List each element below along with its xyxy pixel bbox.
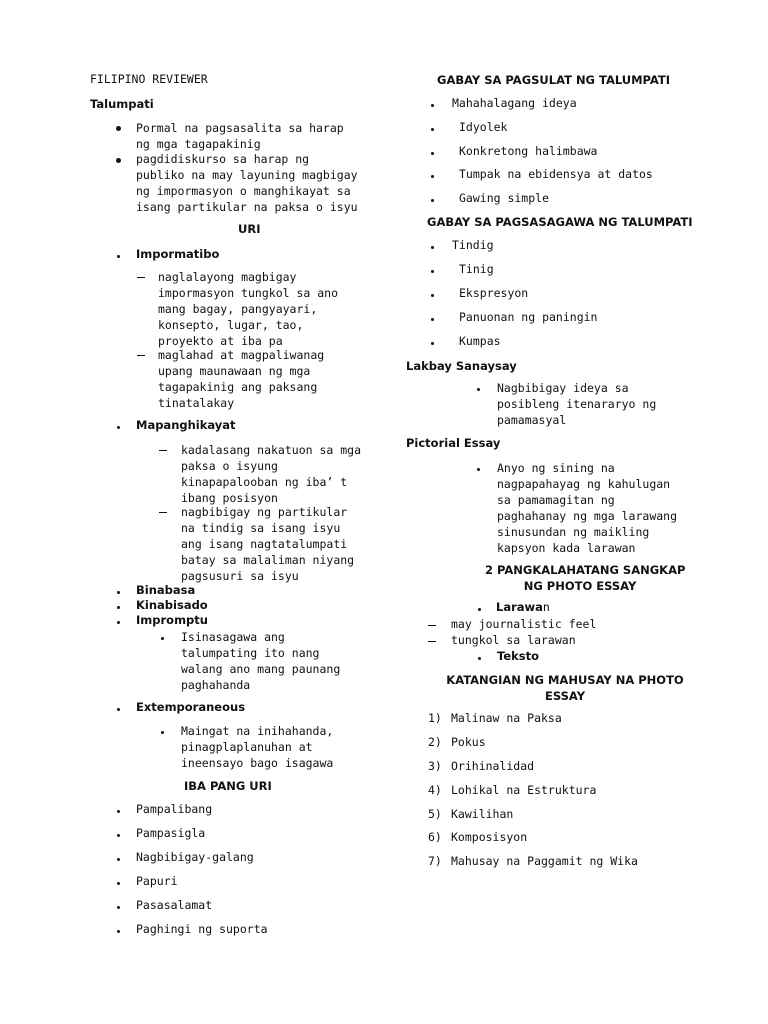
bullet-icon bbox=[117, 708, 120, 711]
bullet-icon bbox=[478, 657, 481, 660]
katangian-num: 3) bbox=[428, 759, 442, 773]
bullet-icon bbox=[431, 246, 434, 249]
bullet-icon bbox=[478, 608, 481, 611]
larawan-point-2: tungkol sa larawan bbox=[451, 633, 576, 647]
dash-icon bbox=[159, 450, 167, 451]
katangian-num: 5) bbox=[428, 807, 442, 821]
bullet-icon bbox=[117, 858, 120, 861]
impromptu-point: Isinasagawa ang talumpating ito nang walang ano mang paunang paghahanda bbox=[181, 630, 341, 692]
impormatibo-label: Impormatibo bbox=[136, 247, 220, 261]
uri-heading: URI bbox=[238, 222, 261, 236]
iba-item: Nagbibigay-galang bbox=[136, 850, 254, 864]
katangian-item: Mahusay na Paggamit ng Wika bbox=[451, 854, 638, 868]
gabay-pagsasagawa-item: Kumpas bbox=[459, 334, 501, 348]
bullet-icon bbox=[161, 731, 164, 734]
bullet-icon bbox=[117, 426, 120, 429]
iba-pang-uri-heading: IBA PANG URI bbox=[184, 779, 272, 793]
katangian-item: Malinaw na Paksa bbox=[451, 711, 562, 725]
lakbay-point: Nagbibigay ideya sa posibleng itenararyo ng pamamasyal bbox=[497, 381, 657, 427]
katangian-num: 7) bbox=[428, 854, 442, 868]
iba-item: Papuri bbox=[136, 874, 178, 888]
bullet-icon bbox=[477, 388, 480, 391]
bullet-icon bbox=[431, 270, 434, 273]
bullet-icon bbox=[117, 591, 120, 594]
impormatibo-point-1: naglalayong magbigay impormasyon tungkol sa ano mang bagay, pangyayari, konsepto, lugar, tao, proyekto at iba pa bbox=[158, 270, 339, 348]
bullet-icon bbox=[431, 175, 434, 178]
extemporaneous-label: Extemporaneous bbox=[136, 700, 246, 714]
sangkap-heading: 2 PANGKALAHATANG SANGKAP NG PHOTO ESSAY bbox=[485, 563, 686, 593]
teksto-label: Teksto bbox=[497, 649, 540, 663]
binabasa-label: Binabasa bbox=[136, 583, 196, 597]
iba-item: Pasasalamat bbox=[136, 898, 213, 912]
impormatibo-point-2: maglahad at magpaliwanag upang maunawaan ng mga tagapakinig ang paksang tinatalakay bbox=[158, 348, 325, 410]
talumpati-title: Talumpati bbox=[90, 97, 154, 111]
mapanghikayat-label: Mapanghikayat bbox=[136, 418, 236, 432]
katangian-item: Orihinalidad bbox=[451, 759, 535, 773]
katangian-num: 6) bbox=[428, 830, 442, 844]
bullet-icon bbox=[117, 930, 120, 933]
katangian-item: Kawilihan bbox=[451, 807, 514, 821]
dash-icon bbox=[428, 625, 436, 626]
gabay-pagsulat-heading: GABAY SA PAGSULAT NG TALUMPATI bbox=[437, 73, 671, 87]
bullet-icon bbox=[431, 199, 434, 202]
gabay-pagsulat-item: Konkretong halimbawa bbox=[459, 144, 598, 158]
pictorial-essay-title: Pictorial Essay bbox=[406, 436, 501, 450]
dash-icon bbox=[428, 641, 436, 642]
bullet-icon bbox=[431, 104, 434, 107]
katangian-num: 1) bbox=[428, 711, 442, 725]
katangian-num: 4) bbox=[428, 783, 442, 797]
bullet-icon bbox=[431, 294, 434, 297]
impromptu-label: Impromptu bbox=[136, 613, 208, 627]
iba-item: Pampasigla bbox=[136, 826, 206, 840]
katangian-item: Lohikal na Estruktura bbox=[451, 783, 597, 797]
bullet-icon bbox=[117, 906, 120, 909]
gabay-pagsasagawa-item: Panuonan ng paningin bbox=[459, 310, 598, 324]
bullet-icon bbox=[117, 810, 120, 813]
bullet-icon bbox=[117, 834, 120, 837]
dash-icon bbox=[159, 512, 167, 513]
lakbay-sanaysay-title: Lakbay Sanaysay bbox=[406, 359, 517, 373]
document-header: FILIPINO REVIEWER bbox=[90, 72, 208, 86]
talumpati-item-1: Pormal na pagsasalita sa harap ng mga tagapakinig bbox=[136, 121, 344, 151]
katangian-item: Pokus bbox=[451, 735, 486, 749]
bullet-icon bbox=[117, 621, 120, 624]
iba-item: Pampalibang bbox=[136, 802, 213, 816]
extemporaneous-point: Maingat na inihahanda, pinagplaplanuhan at ineensayo bago isagawa bbox=[181, 724, 334, 770]
iba-item: Paghingi ng suporta bbox=[136, 922, 268, 936]
larawan-point-1: may journalistic feel bbox=[451, 617, 597, 631]
bullet-icon bbox=[431, 318, 434, 321]
gabay-pagsulat-item: Mahahalagang ideya bbox=[452, 96, 577, 110]
bullet-icon bbox=[161, 637, 164, 640]
bullet-icon bbox=[431, 342, 434, 345]
bullet-icon bbox=[431, 152, 434, 155]
katangian-num: 2) bbox=[428, 735, 442, 749]
dash-icon bbox=[137, 277, 145, 278]
bullet-icon bbox=[116, 126, 121, 131]
katangian-heading: KATANGIAN NG MAHUSAY NA PHOTO ESSAY bbox=[446, 673, 684, 703]
kinabisado-label: Kinabisado bbox=[136, 598, 208, 612]
talumpati-item-2: pagdidiskurso sa harap ng publiko na may layuning magbigay ng impormasyon o manghikayat sa isang partikular na paksa o isyu bbox=[136, 152, 358, 214]
mapanghikayat-point-2: nagbibigay ng partikular na tindig sa isang isyu ang isang nagtatalumpati batay sa malaliman niyang pagsusuri sa isyu bbox=[181, 505, 355, 583]
bullet-icon bbox=[116, 158, 121, 163]
dash-icon bbox=[137, 355, 145, 356]
bullet-icon bbox=[431, 128, 434, 131]
gabay-pagsasagawa-item: Tinig bbox=[459, 262, 494, 276]
mapanghikayat-point-1: kadalasang nakatuon sa mga paksa o isyung kinapapalooban ng iba’ t ibang posisyon bbox=[181, 443, 362, 505]
pictorial-point: Anyo ng sining na nagpapahayag ng kahulugan sa pamamagitan ng paghahanay ng mga larawang sinusundan ng maikling kapsyon kada larawan bbox=[497, 461, 678, 555]
bullet-icon bbox=[117, 882, 120, 885]
bullet-icon bbox=[477, 468, 480, 471]
gabay-pagsulat-item: Tumpak na ebidensya at datos bbox=[459, 167, 653, 181]
gabay-pagsasagawa-heading: GABAY SA PAGSASAGAWA NG TALUMPATI bbox=[427, 215, 693, 229]
bullet-icon bbox=[117, 255, 120, 258]
gabay-pagsulat-item: Gawing simple bbox=[459, 191, 550, 205]
bullet-icon bbox=[117, 606, 120, 609]
gabay-pagsasagawa-item: Ekspresyon bbox=[459, 286, 529, 300]
gabay-pagsulat-item: Idyolek bbox=[459, 120, 508, 134]
larawan-label: Larawan bbox=[496, 600, 550, 614]
katangian-item: Komposisyon bbox=[451, 830, 528, 844]
gabay-pagsasagawa-item: Tindig bbox=[452, 238, 494, 252]
